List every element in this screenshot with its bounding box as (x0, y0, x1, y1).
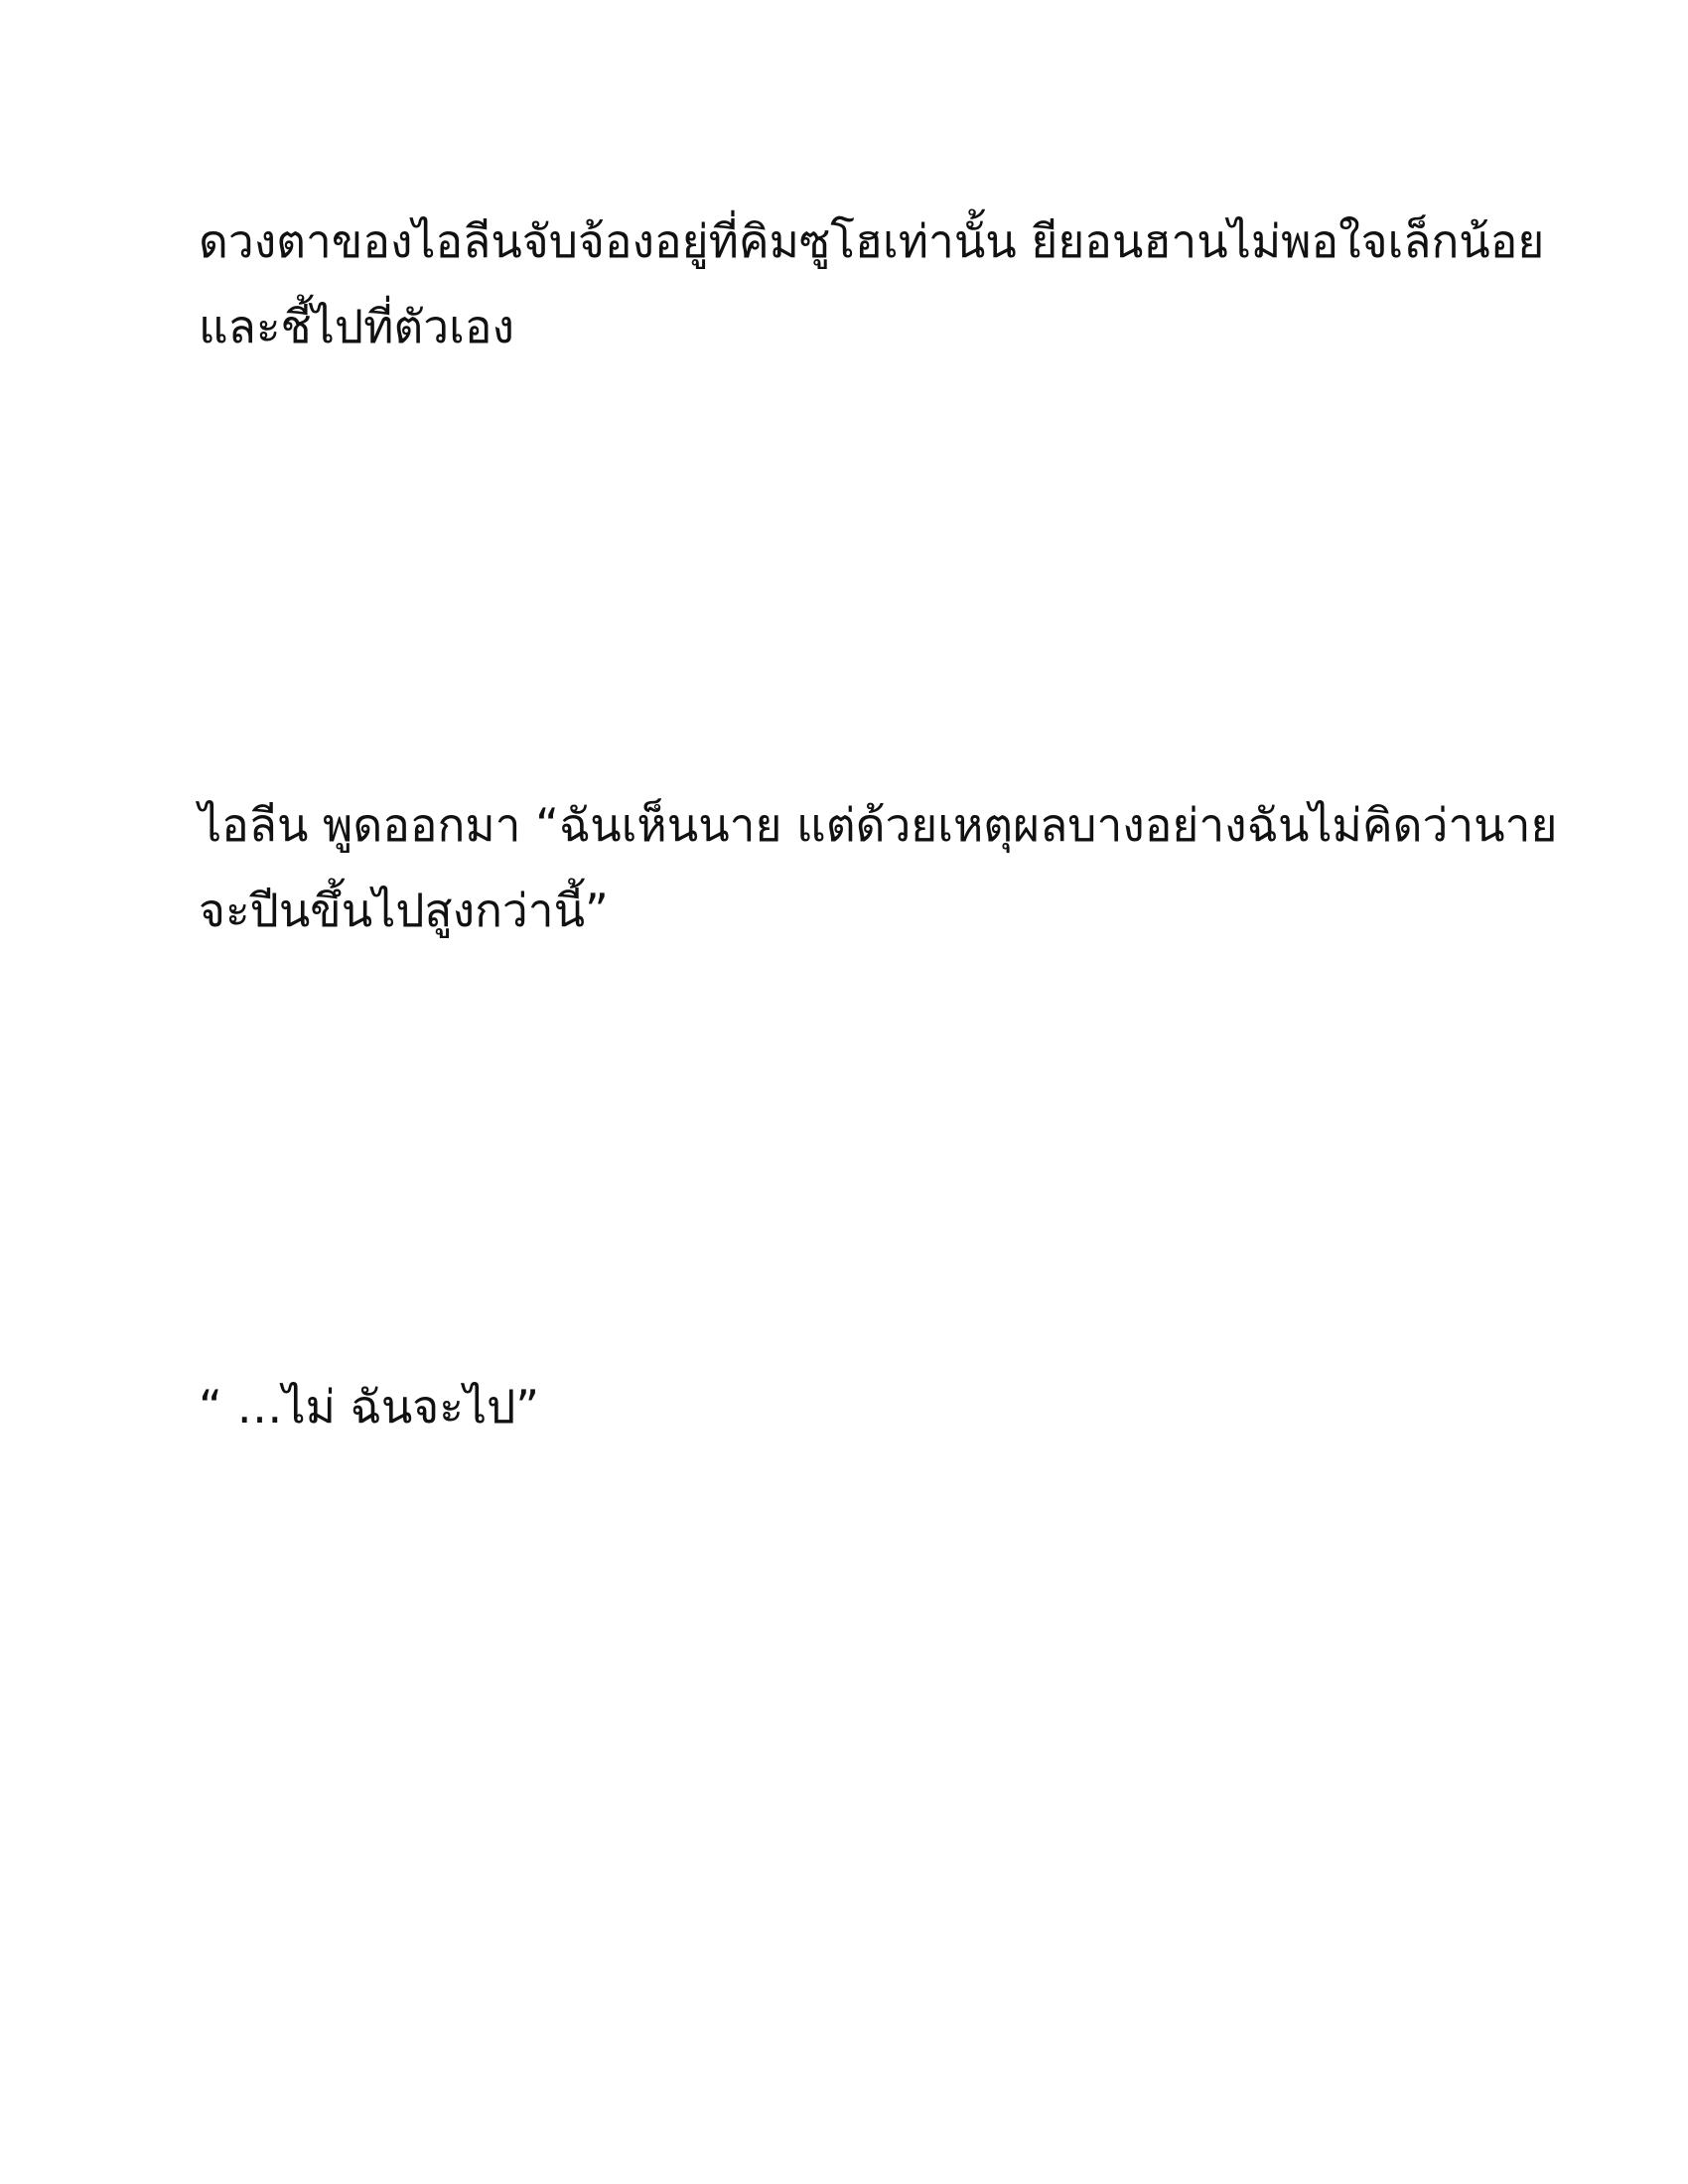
paragraph-2 (199, 782, 1558, 953)
paragraph-line: ไอลีน พูดออกมา “ฉันเห็นนาย แต่ด้วยเหตุผลบางอย่างฉันไม่คิดว่านาย (199, 798, 1558, 852)
paragraph-line: “ …ไม่ ฉันจะไป” (199, 1380, 540, 1433)
paragraph-line: จะปีนขึ้นไปสูงกว่านี้” (199, 884, 609, 937)
paragraph-1 (199, 199, 1545, 369)
paragraph-line: ดวงตาของไอลีนจับจ้องอยู่ที่คิมซูโฮเท่านั้น ยียอนฮานไม่พอใจเล็กน้อย (199, 214, 1545, 268)
paragraph-3 (199, 1364, 1489, 1449)
paragraph-line: และชี้ไปที่ตัวเอง (199, 300, 514, 353)
